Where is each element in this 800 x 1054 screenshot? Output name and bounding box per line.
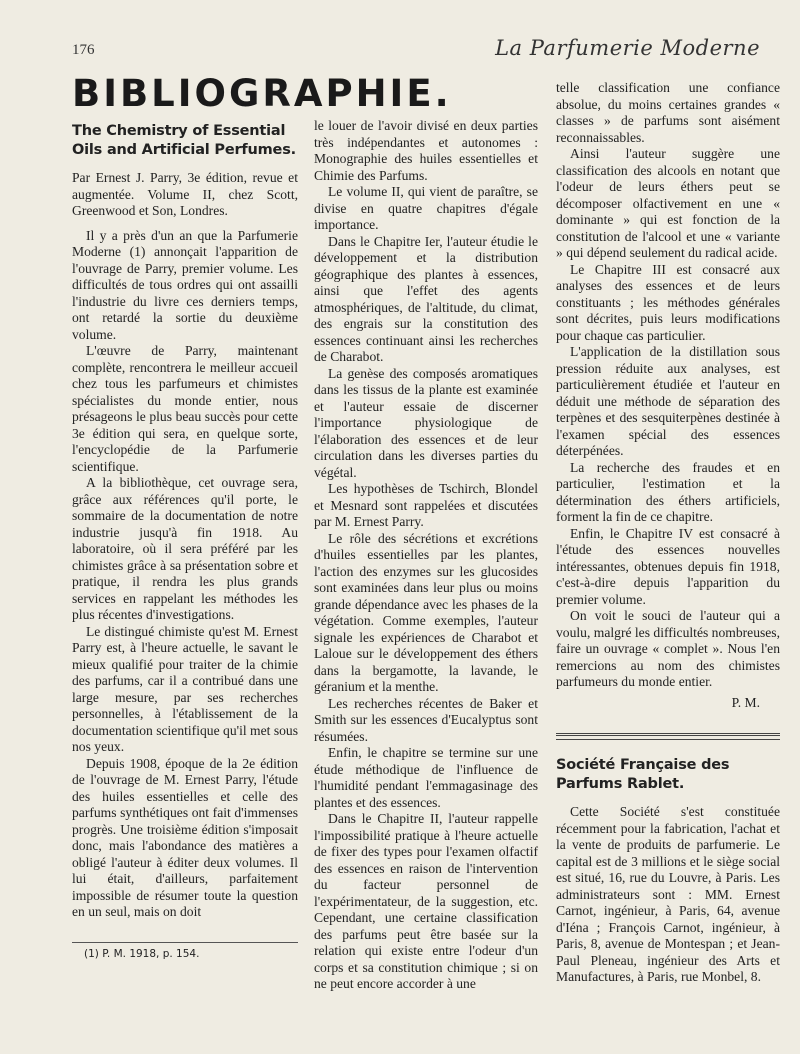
paragraph: Il y a près d'un an que la Parfumerie Moderne (1) annonçait l'apparition de l'ouvrage de Parry, premier volume. Les difficultés de tous ordres qui ont assailli l'industrie du livre ces derniers temps, ont retardé la sortie du deuxième volume. <box>72 227 298 342</box>
paragraph: La genèse des composés aromatiques dans les tissus de la plante est examinée et l'auteur essaie de discerner l'importance physiologique de l'élaboration des essences et de leur circulation dans les diverses parties du végétal. <box>314 365 538 480</box>
page-header <box>72 36 760 66</box>
paragraph: telle classification une confiance absolue, du moins certaines grandes « classes » de parfums sont aisément reconnaissables. <box>556 80 780 145</box>
column-1 <box>72 118 298 921</box>
column-2 <box>314 118 538 993</box>
paragraph: Le rôle des sécrétions et excrétions d'huiles essentielles par les plantes, l'action des enzymes sur les glucosides sont examinées dans leur plus ou moins grande dépendance avec les phases de la végétation. Comme exemples, l'auteur signale les expériences de Charabot et Laloue sur le développement des éthers dans la bergamotte, la lavande, le géranium et la menthe. <box>314 530 538 694</box>
paragraph: Dans le Chapitre Ier, l'auteur étudie le développement et la distribution géographique des plantes à essences, ainsi que l'effet des agents atmosphériques, de l'altitude, du climat, des engrais sur la constitution des essences continuant ainsi les recherches de Charabot. <box>314 233 538 364</box>
section-divider <box>556 733 780 740</box>
paragraph: le louer de l'avoir divisé en deux parties très indépendantes et autonomes : Monographie des huiles essentielles et Chimie des Parfums. <box>314 118 538 183</box>
paragraph: Dans le Chapitre II, l'auteur rappelle l'impossibilité pratique à l'heure actuelle de fixer des types pour l'examen olfactif des essences en raison de l'intervention du facteur personnel de l'expérimentateur, de la suggestion, etc. Cependant, une certaine classification des parfums peut être basée sur la relation qui existe entre l'odeur d'un corps et sa constitution chimique ; si on ne peut encore accorder à une <box>314 811 538 991</box>
page-number: 176 <box>72 42 95 58</box>
column-3 <box>556 80 780 986</box>
paragraph: Le distingué chimiste qu'est M. Ernest Parry est, à l'heure actuelle, le savant le mieux qualifié pour traiter de la chimie des parfums, car il a contribué dans une large mesure, par ses recherches personnelles, à l'établissement de la documentation scientifique qu'il met sous nos yeux. <box>72 623 298 754</box>
paragraph: On voit le souci de l'auteur qui a voulu, malgré les difficultés nombreuses, faire un ouvrage « complet ». Nous l'en remercions au nom des chimistes parfumeurs du monde entier. <box>556 608 780 689</box>
signature: P. M. <box>731 694 760 710</box>
paragraph: Enfin, le Chapitre IV est consacré à l'étude des essences nouvelles intéressantes, obtenues depuis fin 1918, c'est-à-dire depuis l'apparition du premier volume. <box>556 525 780 607</box>
paragraph: La recherche des fraudes et en particulier, l'estimation et la détermination des éthers artificiels, forment la fin de ce chapitre. <box>556 459 780 524</box>
footnote: (1) P. M. 1918, p. 154. <box>84 948 200 960</box>
paragraph: Les recherches récentes de Baker et Smith sur les essences d'Eucalyptus sont résumées. <box>314 695 538 744</box>
article-title: The Chemistry of Essential Oils and Artificial Perfumes. <box>72 123 296 158</box>
article-title: Société Française des Parfums Rablet. <box>556 757 730 792</box>
paragraph: L'application de la distillation sous pression réduite aux analyses, est particulièrement étudiée et l'auteur en déduit une méthode de séparation des terpènes et des sesquiterpènes destinée à l'examen spécial des essences déterpénées. <box>556 344 780 458</box>
book-reference: Par Ernest J. Parry, 3e édition, revue et augmentée. Volume II, chez Scott, Greenwood et Son, Londres. <box>72 170 298 218</box>
paragraph: Depuis 1908, époque de la 2e édition de l'ouvrage de M. Ernest Parry, l'étude des huiles essentielles et celle des parfums synthétiques ont fait d'immenses progrès. Une troisième édition s'imposait donc, mais l'abondance des matières a obligé l'auteur à éditer deux volumes. Il lui était, d'ailleurs, parfaitement impossible de résumer toute la question en un seul, mais on doit <box>72 755 298 919</box>
footnote-divider <box>72 942 298 943</box>
paragraph: Ainsi l'auteur suggère une classification des alcools en notant que l'odeur de leurs éthers peut se décomposer olfactivement en une « dominante » qui est fonction de la constitution de l'alcool et une « variante » qui dépend seulement du radical acide. <box>556 146 780 260</box>
paragraph: Cette Société s'est constituée récemment pour la fabrication, l'achat et la vente de produits de parfumerie. Le capital est de 3 millions et le siège social est situé, 16, rue du Louvre, à Paris. Les administrateurs sont : MM. Ernest Carnot, ingénieur, à Paris, 64, avenue d'Iéna ; François Carnot, ingénieur, à Paris, 8, avenue de Montespan ; et Jean-Paul Pleneau, ingénieur des Arts et Manufactures, à Paris, rue Monbel, 8. <box>556 804 780 984</box>
paragraph: Le volume II, qui vient de paraître, se divise en quatre chapitres d'égale importance. <box>314 184 538 232</box>
paragraph: L'œuvre de Parry, maintenant complète, rencontrera le meilleur accueil chez tous les parfumeurs et chimistes spécialistes du monde entier, nous présageons le plus beau succès pour cette 3e édition qui sera, en quelque sorte, l'encyclopédie de la Parfumerie scientifique. <box>72 343 298 474</box>
section-title: BIBLIOGRAPHIE. <box>72 72 452 115</box>
paragraph: Enfin, le chapitre se termine sur une étude méthodique de l'influence de l'humidité pendant l'emmagasinage des plantes et des essences. <box>314 745 538 810</box>
paragraph: Les hypothèses de Tschirch, Blondel et Mesnard sont rappelées et discutées par M. Ernest Parry. <box>314 481 538 529</box>
paragraph: A la bibliothèque, cet ouvrage sera, grâce aux références qu'il porte, le sommaire de la documentation de notre industrie jusqu'à fin 1918. Au laboratoire, où il sera préféré par les chimistes grâce à sa présentation sobre et pratique, il rendra les plus grands services en rappelant les méthodes les plus récentes d'investigations. <box>72 475 298 622</box>
journal-title: La Parfumerie Moderne <box>495 36 760 60</box>
paragraph: Le Chapitre III est consacré aux analyses des essences et de leurs constituants ; les méthodes générales sont décrites, puis leurs modifications pour chaque cas particulier. <box>556 261 780 343</box>
